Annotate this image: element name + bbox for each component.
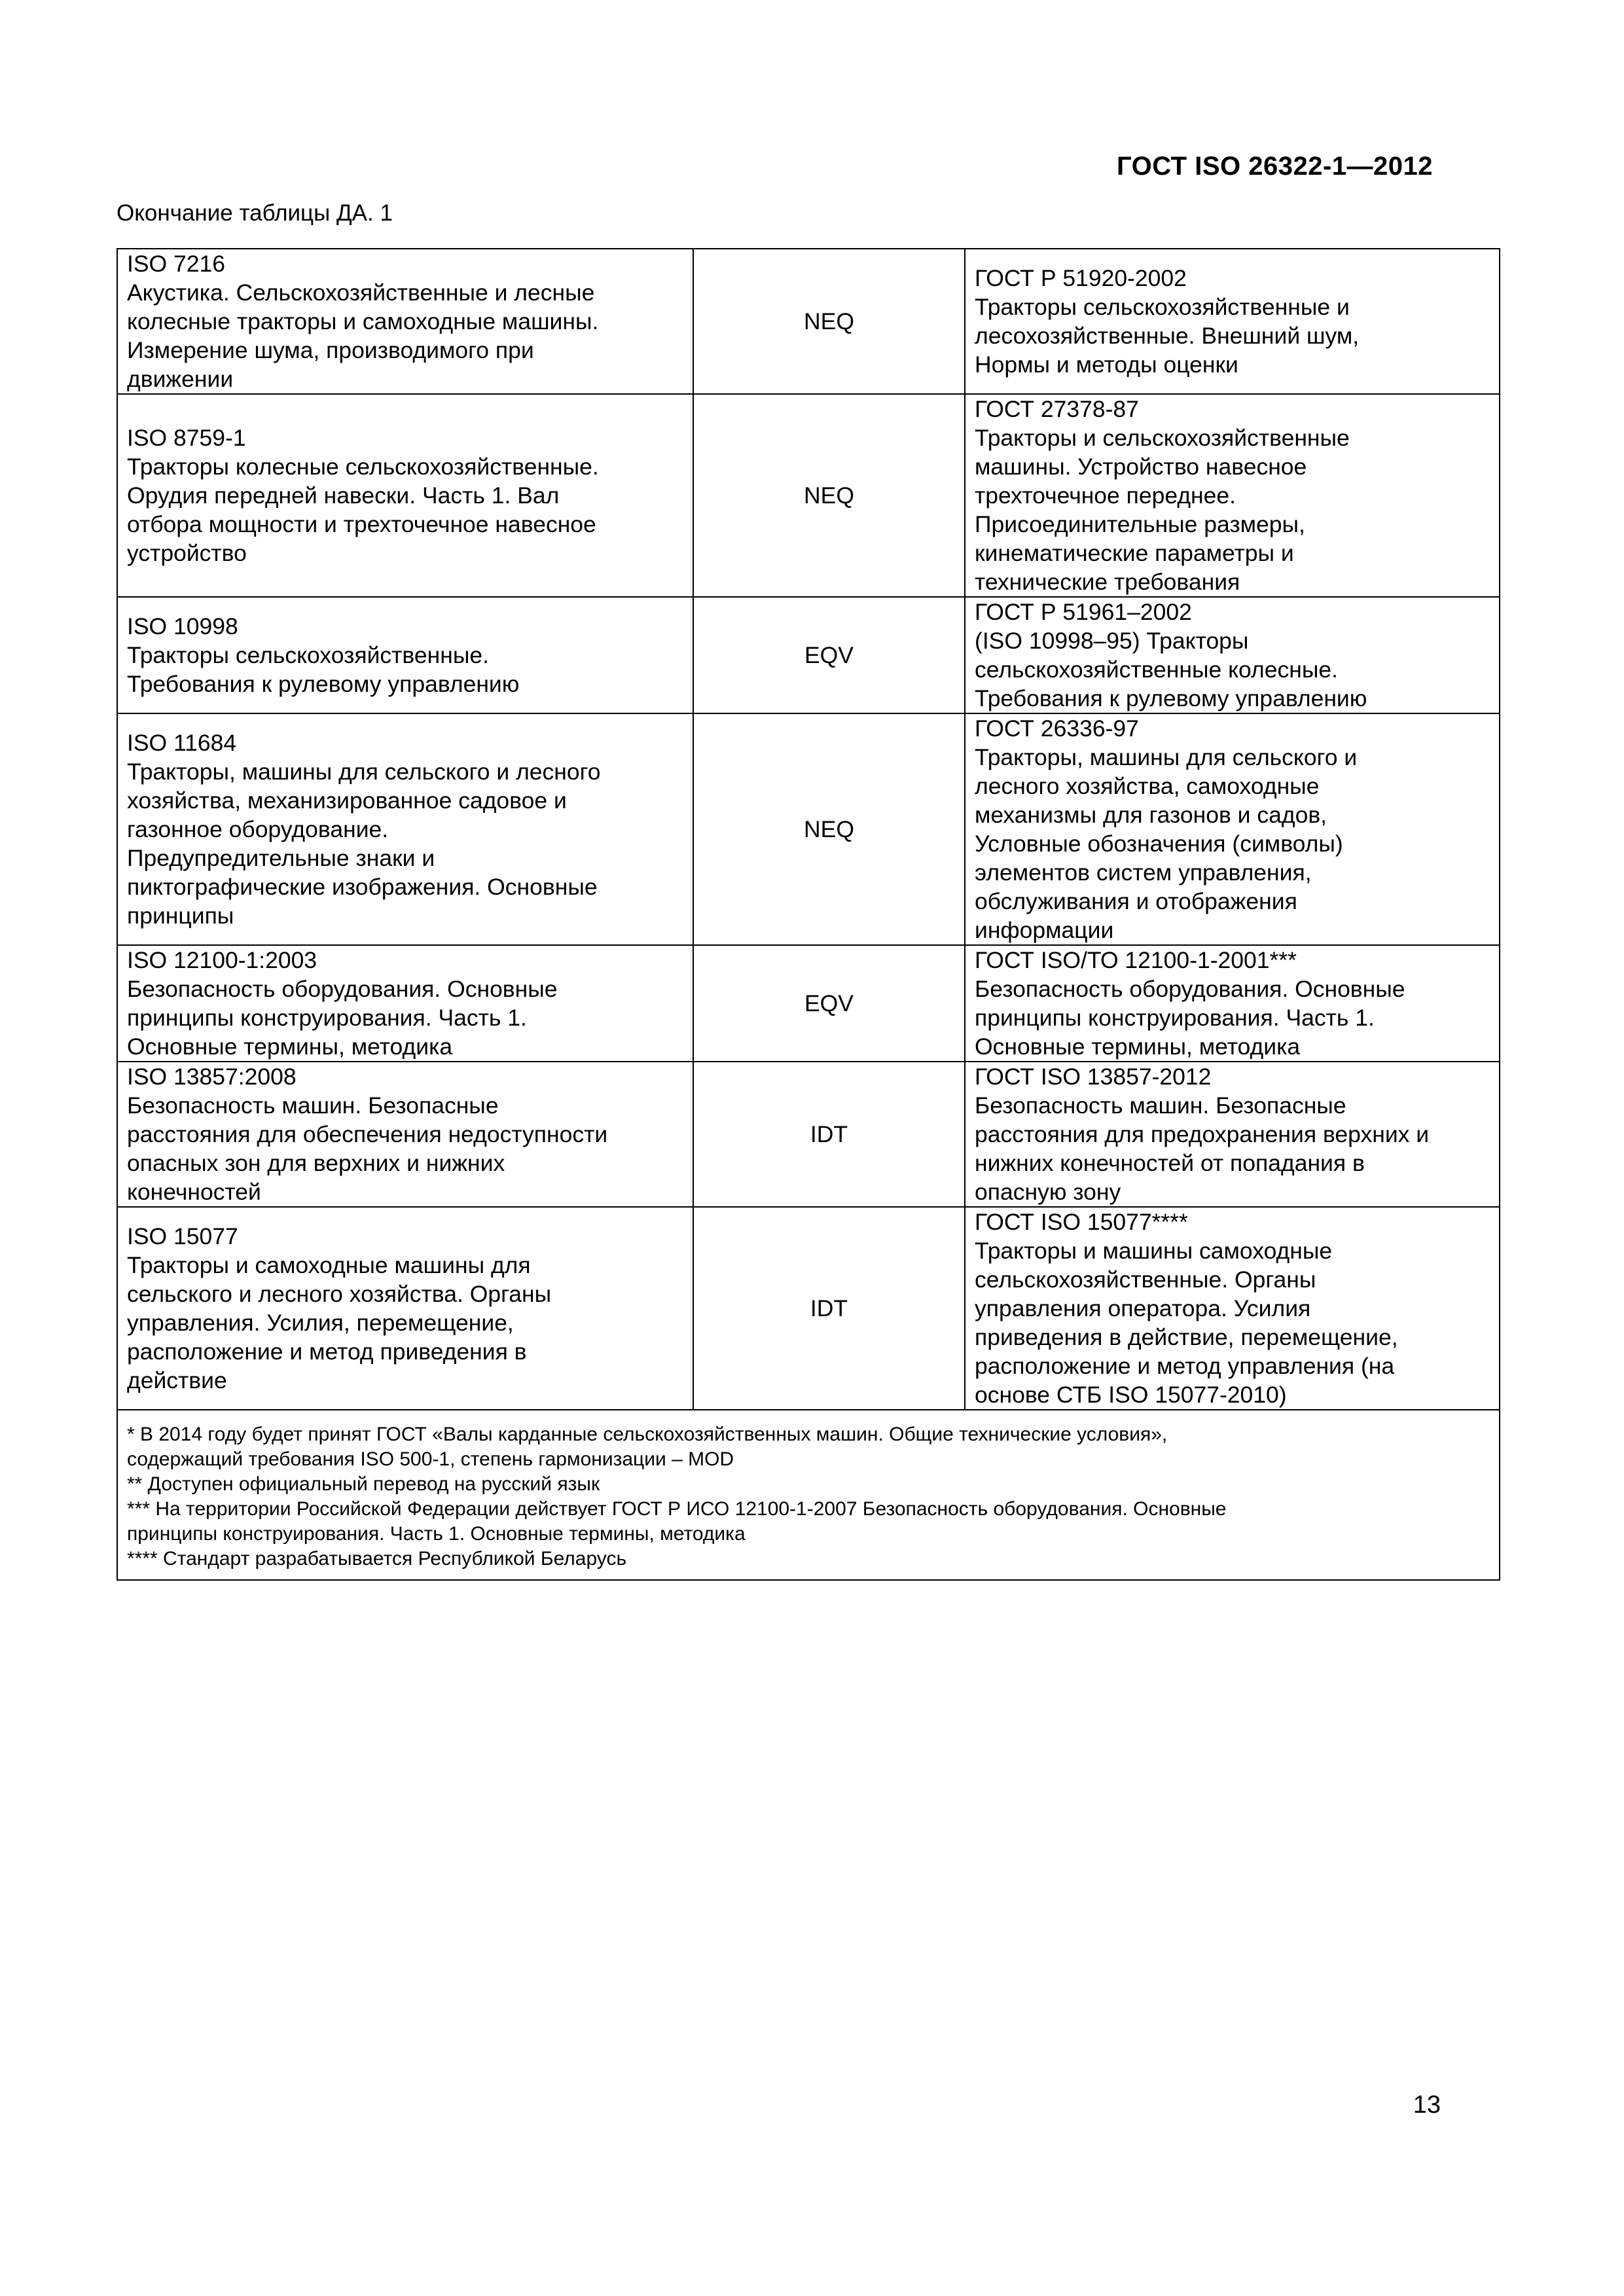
table-row [117,945,1500,1062]
gost-standard-line: машины. Устройство навесное [975,454,1307,480]
table-row [117,1207,1500,1410]
iso-standard-line: ISO 13857:2008 [127,1064,297,1090]
gost-standard-cell [965,945,1500,1062]
iso-standard-line: ISO 11684 [127,730,237,756]
correspondence-degree-cell: IDT [693,1207,965,1410]
iso-standard-line: ISO 7216 [127,251,225,277]
iso-standard-cell [117,945,693,1062]
iso-standard-line: ISO 8759-1 [127,425,246,451]
gost-standard-line: ГОСТ ISO 15077**** [975,1209,1188,1235]
gost-standard-line: Тракторы, машины для сельского и [975,744,1358,770]
gost-standard-line: расположение и метод управления (на [975,1353,1395,1379]
document-code: ГОСТ ISO 26322-1—2012 [1117,152,1433,181]
iso-standard-line: конечностей [127,1179,261,1205]
gost-standard-line: ГОСТ ISO/ТО 12100-1-2001*** [975,947,1297,973]
gost-standard-line: Присоединительные размеры, [975,511,1305,537]
iso-standard-line: Тракторы, машины для сельского и лесного [127,759,601,785]
iso-standard-line: хозяйства, механизированное садовое и [127,787,567,814]
iso-standard-cell [117,249,693,394]
page-number: 13 [1413,2091,1441,2119]
iso-standard-line: Тракторы колесные сельскохозяйственные. [127,454,599,480]
gost-standard-line: ГОСТ 26336-97 [975,715,1139,742]
table-row [117,597,1500,713]
iso-standard-line: ISO 12100-1:2003 [127,947,317,973]
correspondence-degree-cell: NEQ [693,713,965,945]
iso-standard-cell [117,394,693,597]
gost-standard-cell [965,1062,1500,1207]
iso-standard-line: колесные тракторы и самоходные машины. [127,308,599,334]
iso-standard-line: Безопасность оборудования. Основные [127,976,558,1002]
gost-standard-line: информации [975,917,1114,943]
gost-standard-line: Безопасность оборудования. Основные [975,976,1405,1002]
gost-standard-cell [965,713,1500,945]
gost-standard-line: опасную зону [975,1179,1121,1205]
footnote-line: содержащий требования ISO 500-1, степень гармонизации – MOD [127,1448,734,1470]
iso-standard-line: принципы конструирования. Часть 1. [127,1005,527,1031]
gost-standard-line: Тракторы сельскохозяйственные и [975,294,1350,320]
iso-standard-line: пиктографические изображения. Основные [127,874,598,900]
footnotes-cell [117,1410,1500,1580]
gost-standard-line: трехточечное переднее. [975,482,1236,509]
iso-standard-line: Безопасность машин. Безопасные [127,1092,499,1119]
gost-standard-line: Основные термины, методика [975,1033,1301,1060]
gost-standard-line: сельскохозяйственные. Органы [975,1266,1316,1293]
table-row [117,1062,1500,1207]
gost-standard-line: нижних конечностей от попадания в [975,1150,1365,1176]
gost-standard-line: ГОСТ Р 51961–2002 [975,599,1192,625]
iso-standard-line: расстояния для обеспечения недоступности [127,1121,608,1147]
notes-row [117,1410,1500,1580]
gost-standard-line: (ISO 10998–95) Тракторы [975,628,1249,654]
gost-standard-line: лесного хозяйства, самоходные [975,773,1320,799]
gost-standard-line: ГОСТ Р 51920-2002 [975,265,1187,291]
gost-standard-line: механизмы для газонов и садов, [975,802,1327,828]
table-body [117,249,1500,1580]
correspondence-degree-cell: EQV [693,597,965,713]
gost-standard-line: Тракторы и сельскохозяйственные [975,425,1350,451]
iso-standard-cell [117,713,693,945]
standards-correspondence-table [117,248,1500,1581]
gost-standard-line: сельскохозяйственные колесные. [975,656,1338,683]
iso-standard-line: сельского и лесного хозяйства. Органы [127,1281,552,1307]
iso-standard-line: Основные термины, методика [127,1033,453,1060]
correspondence-degree-cell: IDT [693,1062,965,1207]
iso-standard-line: Орудия передней навески. Часть 1. Вал [127,482,560,509]
gost-standard-line: основе СТБ ISO 15077-2010) [975,1382,1287,1408]
correspondence-degree-cell: EQV [693,945,965,1062]
iso-standard-line: принципы [127,903,234,929]
iso-standard-cell [117,1062,693,1207]
iso-standard-line: газонное оборудование. [127,816,389,842]
iso-standard-line: отбора мощности и трехточечное навесное [127,511,596,537]
gost-standard-line: технические требования [975,569,1240,595]
gost-standard-line: расстояния для предохранения верхних и [975,1121,1430,1147]
gost-standard-line: управления оператора. Усилия [975,1295,1311,1321]
table-row [117,394,1500,597]
table-row [117,713,1500,945]
iso-standard-line: ISO 15077 [127,1223,238,1249]
gost-standard-line: принципы конструирования. Часть 1. [975,1005,1375,1031]
gost-standard-cell [965,249,1500,394]
table-row [117,249,1500,394]
gost-standard-line: Безопасность машин. Безопасные [975,1092,1346,1119]
gost-standard-line: кинематические параметры и [975,540,1294,566]
iso-standard-line: Тракторы и самоходные машины для [127,1252,531,1278]
gost-standard-line: Требования к рулевому управлению [975,685,1367,711]
iso-standard-line: Требования к рулевому управлению [127,671,520,697]
iso-standard-cell [117,597,693,713]
gost-standard-line: Тракторы и машины самоходные [975,1238,1333,1264]
correspondence-degree-cell: NEQ [693,249,965,394]
iso-standard-line: действие [127,1367,227,1393]
iso-standard-line: Акустика. Сельскохозяйственные и лесные [127,279,595,306]
footnote-line: * В 2014 году будет принят ГОСТ «Валы карданные сельскохозяйственных машин. Общие технические условия», [127,1424,1168,1445]
gost-standard-line: обслуживания и отображения [975,888,1297,914]
footnote-line: *** На территории Российской Федерации действует ГОСТ Р ИСО 12100-1-2007 Безопасность оборудования. Основные [127,1498,1227,1520]
gost-standard-line: ГОСТ ISO 13857-2012 [975,1064,1212,1090]
iso-standard-line: Предупредительные знаки и [127,845,435,871]
iso-standard-line: опасных зон для верхних и нижних [127,1150,505,1176]
gost-standard-line: Условные обозначения (символы) [975,831,1343,857]
footnote-line: принципы конструирования. Часть 1. Основные термины, методика [127,1523,746,1545]
gost-standard-line: ГОСТ 27378-87 [975,396,1139,422]
gost-standard-line: лесохозяйственные. Внешний шум, [975,323,1360,349]
table-caption: Окончание таблицы ДА. 1 [117,200,393,226]
iso-standard-cell [117,1207,693,1410]
footnote-line: ** Доступен официальный перевод на русский язык [127,1473,600,1495]
iso-standard-line: расположение и метод приведения в [127,1338,527,1365]
iso-standard-line: устройство [127,540,247,566]
correspondence-degree-cell: NEQ [693,394,965,597]
iso-standard-line: Тракторы сельскохозяйственные. [127,642,489,668]
footnote-line: **** Стандарт разрабатывается Республикой Беларусь [127,1548,627,1570]
gost-standard-line: приведения в действие, перемещение, [975,1324,1398,1350]
gost-standard-cell [965,1207,1500,1410]
iso-standard-line: ISO 10998 [127,613,238,639]
gost-standard-line: элементов систем управления, [975,859,1312,886]
gost-standard-cell [965,597,1500,713]
gost-standard-cell [965,394,1500,597]
gost-standard-line: Нормы и методы оценки [975,351,1238,378]
iso-standard-line: Измерение шума, производимого при [127,337,534,363]
iso-standard-line: движении [127,366,234,392]
iso-standard-line: управления. Усилия, перемещение, [127,1310,514,1336]
